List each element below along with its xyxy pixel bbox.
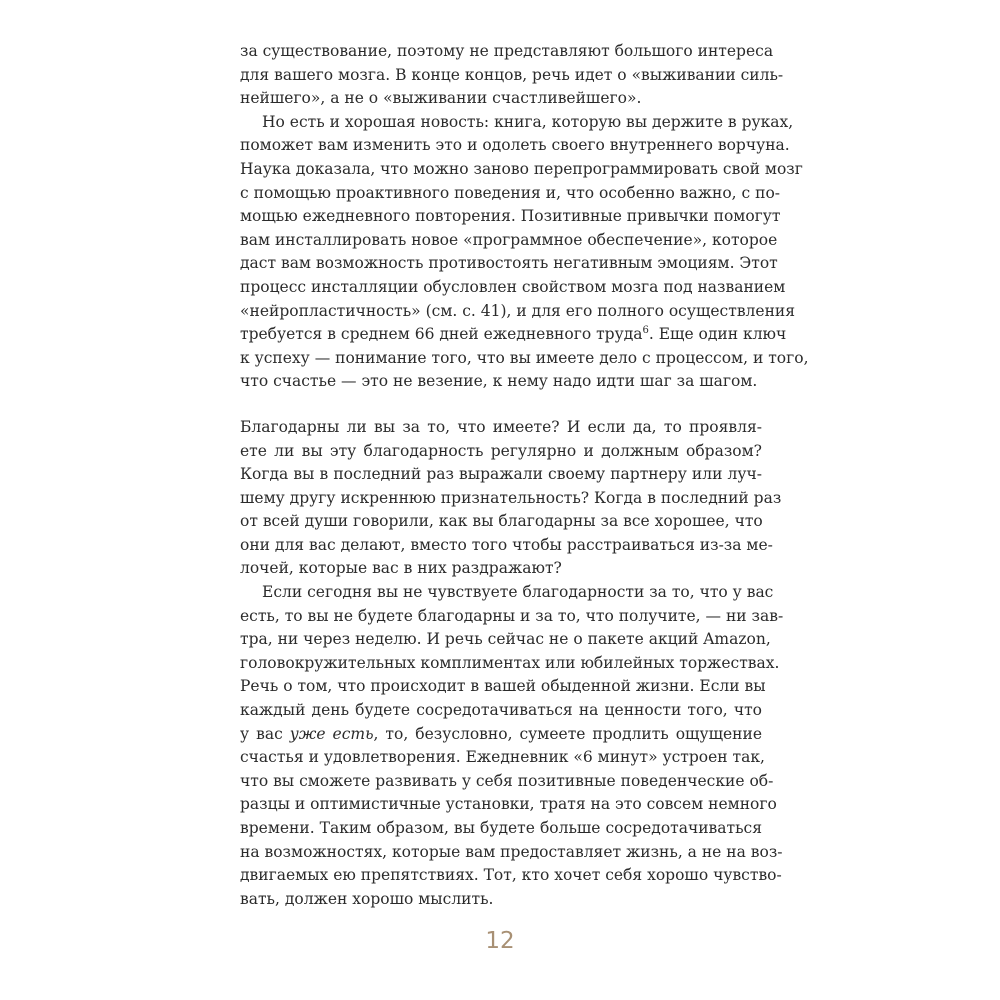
text-line: есть, то вы не будете благодарны и за то, что получите, — ни зав- (240, 606, 784, 625)
text-line: что вы сможете развивать у себя позитивные поведенческие об- (240, 771, 774, 790)
text-line: ете ли вы эту благодарность регулярно и должным образом? (240, 441, 762, 460)
text-line (240, 723, 762, 747)
emphasized-text: уже есть (289, 724, 374, 743)
text-line: тра, ни через неделю. И речь сейчас не о пакете акций Amazon, (240, 630, 771, 649)
text-line: счастья и удовлетворения. Ежедневник «6 минут» устроен так, (240, 748, 765, 767)
text-line: за существование, поэтому не представляют большого интереса (240, 42, 774, 60)
text-line: поможет вам изменить это и одолеть своего внутреннего ворчуна. (240, 136, 790, 155)
text-line: вам инсталлировать новое «программное обеспечение», которое (240, 230, 778, 249)
text-line: нейшего», а не о «выживании счастливейшего». (240, 89, 642, 108)
text-line: «нейропластичность» (см. с. 41), и для его полного осуществления (240, 301, 796, 320)
text-segment: , то, безусловно, сумеете продлить ощущение (373, 724, 763, 743)
paragraph-gap (240, 394, 762, 416)
text-line: к успеху — понимание того, что вы имеете дело с процессом, и того, (240, 348, 809, 367)
page-number: 12 (485, 928, 515, 954)
text-line: от всей души говорили, как вы благодарны за все хорошее, что (240, 512, 763, 531)
text-line (240, 323, 787, 347)
text-line: для вашего мозга. В конце концов, речь идет о «выживании силь- (240, 65, 784, 84)
text-segment: . Еще один ключ (648, 325, 787, 344)
text-line: вать, должен хорошо мыслить. (240, 889, 494, 908)
text-line: процесс инсталляции обусловлен свойством мозга под названием (240, 277, 786, 296)
text-segment: у вас (240, 724, 290, 743)
text-line: Когда вы в последний раз выражали своему партнеру или луч- (240, 465, 762, 484)
text-line: они для вас делают, вместо того чтобы расстраиваться из-за ме- (240, 535, 773, 554)
footnote-mark: 6 (642, 325, 649, 337)
text-line: разцы и оптимистичные установки, тратя на это совсем немного (240, 795, 777, 814)
text-line: с помощью проактивного поведения и, что особенно важно, с по- (240, 183, 781, 202)
text-line: Наука доказала, что можно заново перепрограммировать свой мозг (240, 159, 803, 178)
text-line: лочей, которые вас в них раздражают? (240, 559, 562, 578)
text-line: что счастье — это не везение, к нему надо идти шаг за шагом. (240, 372, 758, 391)
text-line: каждый день будете сосредотачиваться на ценности того, что (240, 701, 762, 720)
text-segment: требуется в среднем 66 дней ежедневного труда (240, 325, 643, 344)
text-line: шему другу искреннюю признательность? Когда в последний раз (240, 488, 782, 507)
text-line: двигаемых ею препятствиях. Тот, кто хочет себя хорошо чувство- (240, 866, 782, 885)
body-text (240, 40, 809, 911)
text-line: Речь о том, что происходит в вашей обыденной жизни. Если вы (240, 677, 766, 696)
text-line: даст вам возможность противостоять негативным эмоциям. Этот (240, 254, 778, 273)
text-line: головокружительных комплиментах или юбилейных торжествах. (240, 653, 780, 672)
text-line: мощью ежедневного повторения. Позитивные привычки помогут (240, 207, 781, 226)
text-line: Благодарны ли вы за то, что имеете? И если да, то проявля- (240, 417, 762, 436)
text-line: времени. Таким образом, вы будете больше сосредотачиваться (240, 819, 762, 837)
text-line: на возможностях, которые вам предоставляет жизнь, а не на воз- (240, 842, 783, 861)
text-line: Если сегодня вы не чувствуете благодарности за то, что у вас (262, 583, 774, 602)
text-line: Но есть и хорошая новость: книга, которую вы держите в руках, (262, 112, 794, 131)
